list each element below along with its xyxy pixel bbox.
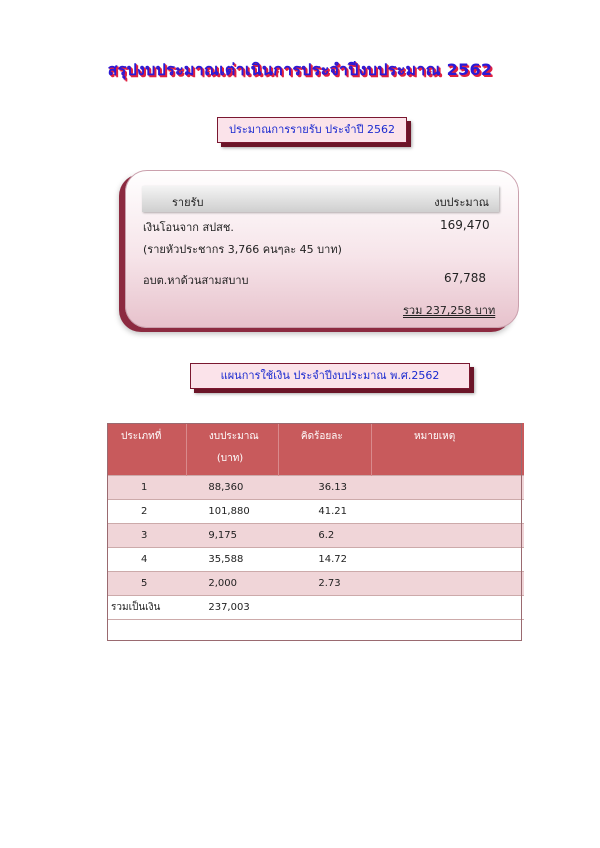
header-budget-unit: (บาท)	[216, 453, 244, 464]
row-budget: 101,880	[186, 500, 278, 524]
row-note	[372, 476, 524, 500]
row-note	[372, 500, 524, 524]
header-type: ประเภทที่	[107, 423, 186, 476]
income-line1-amount: 169,470	[440, 218, 490, 232]
row-budget: 9,175	[186, 524, 278, 548]
row-percent: 14.72	[278, 548, 371, 572]
row-note	[372, 572, 524, 596]
plan-table	[107, 423, 524, 620]
row-note	[372, 524, 524, 548]
table-row	[107, 500, 524, 524]
row-percent: 36.13	[278, 476, 371, 500]
table-row	[107, 476, 524, 500]
income-banner: ประมาณการรายรับ ประจำปี 2562	[217, 117, 407, 143]
plan-banner: แผนการใช้เงิน ประจำปีงบประมาณ พ.ศ.2562	[190, 363, 470, 389]
income-line3-amount: 67,788	[444, 271, 486, 285]
total-budget: 237,003	[186, 596, 278, 620]
header-budget	[186, 423, 278, 476]
row-budget: 2,000	[186, 572, 278, 596]
total-label: รวมเป็นเงิน	[107, 596, 186, 620]
row-type: 3	[107, 524, 186, 548]
table-total-row	[107, 596, 524, 620]
row-type: 2	[107, 500, 186, 524]
income-header	[142, 186, 499, 212]
row-type: 5	[107, 572, 186, 596]
row-budget: 88,360	[186, 476, 278, 500]
table-row	[107, 524, 524, 548]
row-percent: 6.2	[278, 524, 371, 548]
page-title: สรุปงบประมาณเต่าเนินการประจำปีงบประมาณ 2562	[107, 60, 493, 79]
income-line1-label: เงินโอนจาก สปสช.	[143, 221, 234, 234]
income-line2-label: (รายหัวประชากร 3,766 คนๆละ 45 บาท)	[143, 243, 342, 256]
header-percent: คิดร้อยละ	[278, 423, 371, 476]
row-type: 1	[107, 476, 186, 500]
header-budget-label: งบประมาณ	[208, 431, 259, 442]
row-percent: 41.21	[278, 500, 371, 524]
row-percent: 2.73	[278, 572, 371, 596]
income-line3-label: อบต.หาด้วนสามสบาบ	[143, 274, 249, 287]
table-row	[107, 548, 524, 572]
plan-table-header-row	[107, 423, 524, 476]
row-type: 4	[107, 548, 186, 572]
header-note: หมายเหตุ	[372, 423, 524, 476]
total-percent	[278, 596, 371, 620]
row-note	[372, 548, 524, 572]
total-note	[372, 596, 524, 620]
income-header-right: งบประมาณ	[434, 196, 489, 209]
row-budget: 35,588	[186, 548, 278, 572]
table-row	[107, 572, 524, 596]
income-total: รวม 237,258 บาท	[403, 304, 496, 317]
income-header-left: รายรับ	[172, 196, 204, 209]
